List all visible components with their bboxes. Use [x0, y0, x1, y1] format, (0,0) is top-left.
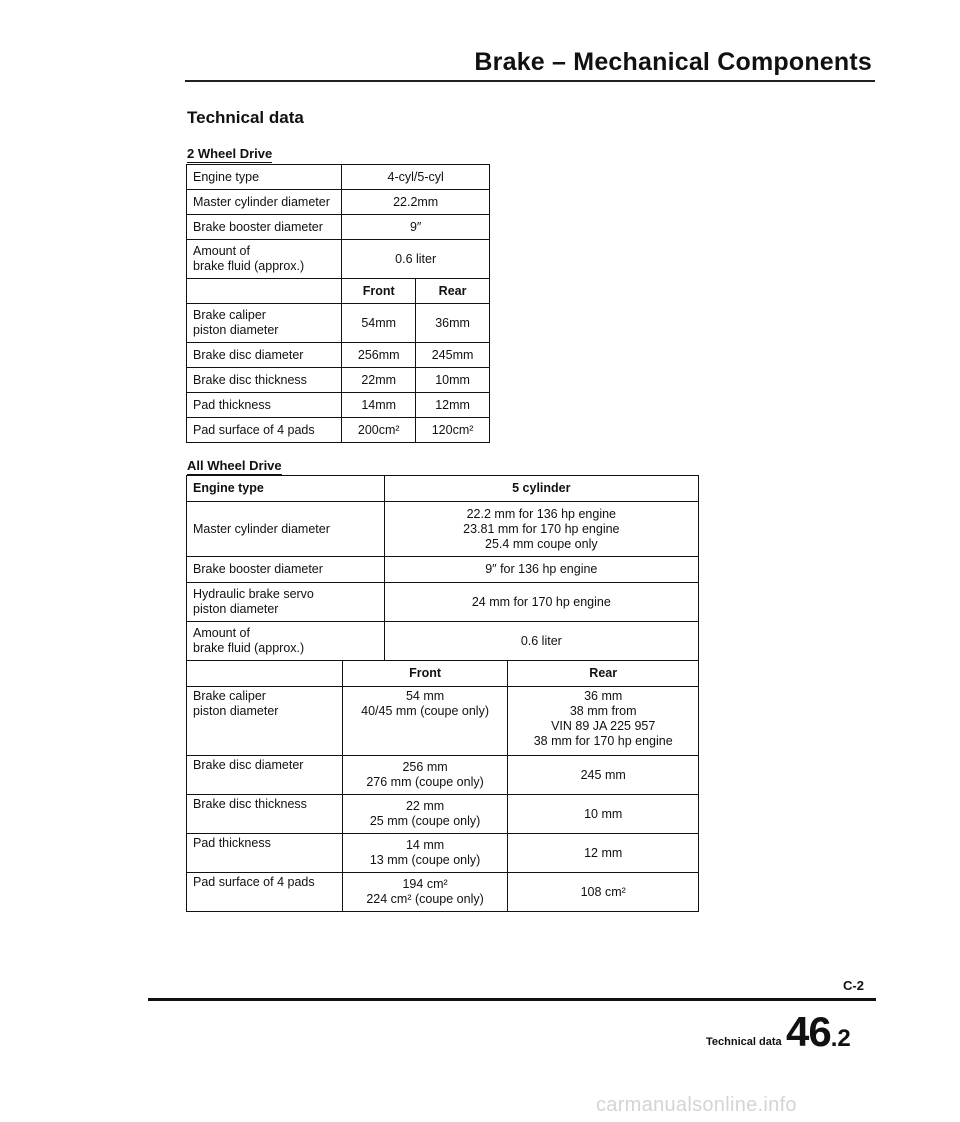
row-label: Hydraulic brake servo piston diameter — [187, 583, 385, 622]
row-label: Pad surface of 4 pads — [187, 418, 342, 443]
rear-value: 36mm — [416, 304, 490, 343]
row-value: 9″ for 136 hp engine — [384, 557, 698, 583]
column-header-rear: Rear — [508, 661, 699, 687]
row-label: Engine type — [187, 476, 385, 502]
two-wd-title: 2 Wheel Drive — [187, 146, 273, 161]
front-value: 22mm — [342, 368, 416, 393]
table-row — [187, 215, 490, 240]
page-code: C-2 — [843, 978, 864, 993]
table-row — [187, 834, 699, 873]
column-header-front: Front — [342, 661, 508, 687]
row-label: Engine type — [187, 165, 342, 190]
row-label: Brake disc thickness — [187, 795, 343, 834]
row-label: Brake booster diameter — [187, 557, 385, 583]
front-value: 14 mm 13 mm (coupe only) — [342, 834, 508, 873]
front-value: 54mm — [342, 304, 416, 343]
row-label: Brake disc diameter — [187, 343, 342, 368]
row-label: Pad surface of 4 pads — [187, 873, 343, 912]
front-value: 54 mm 40/45 mm (coupe only) — [342, 687, 508, 756]
row-label: Amount of brake fluid (approx.) — [187, 240, 342, 279]
table-row — [187, 476, 699, 502]
row-value: 0.6 liter — [342, 240, 490, 279]
row-label: Brake disc diameter — [187, 756, 343, 795]
rear-value: 10mm — [416, 368, 490, 393]
table-row — [187, 795, 699, 834]
table-row — [187, 502, 699, 557]
row-label: Pad thickness — [187, 393, 342, 418]
table-row — [187, 343, 490, 368]
table-row — [187, 368, 490, 393]
footer-rule — [148, 998, 876, 1001]
table-row — [187, 190, 490, 215]
front-value: 14mm — [342, 393, 416, 418]
front-value: 22 mm 25 mm (coupe only) — [342, 795, 508, 834]
row-value: 9″ — [342, 215, 490, 240]
header-rule — [185, 80, 875, 82]
column-header-front: Front — [342, 279, 416, 304]
front-value: 256 mm 276 mm (coupe only) — [342, 756, 508, 795]
awd-title: All Wheel Drive — [187, 458, 282, 473]
table-row — [187, 418, 490, 443]
table-row — [187, 557, 699, 583]
footer-page-number-sub: .2 — [830, 1025, 851, 1052]
column-header-rear: Rear — [416, 279, 490, 304]
table-row — [187, 304, 490, 343]
row-label: Brake caliper piston diameter — [187, 687, 343, 756]
table-row — [187, 873, 699, 912]
header-blank-cell — [187, 661, 343, 687]
row-value: 4-cyl/5-cyl — [342, 165, 490, 190]
page-header-title: Brake – Mechanical Components — [474, 48, 872, 76]
table-row — [187, 279, 490, 304]
row-label: Brake disc thickness — [187, 368, 342, 393]
rear-value: 120cm² — [416, 418, 490, 443]
row-value: 5 cylinder — [384, 476, 698, 502]
row-value: 24 mm for 170 hp engine — [384, 583, 698, 622]
table-row — [187, 661, 699, 687]
row-label: Master cylinder diameter — [187, 502, 385, 557]
front-value: 194 cm² 224 cm² (coupe only) — [342, 873, 508, 912]
row-label: Brake booster diameter — [187, 215, 342, 240]
table-row — [187, 583, 699, 622]
table-row — [187, 622, 699, 661]
front-value: 200cm² — [342, 418, 416, 443]
footer-page-number-main: 46 — [786, 1008, 831, 1055]
table-row — [187, 393, 490, 418]
watermark: carmanualsonline.info — [596, 1094, 797, 1116]
row-value: 22.2 mm for 136 hp engine 23.81 mm for 170 hp engine 25.4 mm coupe only — [384, 502, 698, 557]
row-value: 22.2mm — [342, 190, 490, 215]
table-row — [187, 165, 490, 190]
header-blank-cell — [187, 279, 342, 304]
awd-spec-table — [186, 475, 699, 912]
row-value: 0.6 liter — [384, 622, 698, 661]
rear-value: 245mm — [416, 343, 490, 368]
footer-section-label: Technical data — [706, 1036, 782, 1048]
row-label: Master cylinder diameter — [187, 190, 342, 215]
table-row — [187, 756, 699, 795]
row-label: Amount of brake fluid (approx.) — [187, 622, 385, 661]
section-title: Technical data — [187, 108, 304, 127]
rear-value: 245 mm — [508, 756, 699, 795]
row-label: Pad thickness — [187, 834, 343, 873]
rear-value: 10 mm — [508, 795, 699, 834]
front-value: 256mm — [342, 343, 416, 368]
table-row — [187, 240, 490, 279]
rear-value: 108 cm² — [508, 873, 699, 912]
row-label: Brake caliper piston diameter — [187, 304, 342, 343]
rear-value: 12 mm — [508, 834, 699, 873]
two-wd-spec-table — [186, 164, 490, 443]
rear-value: 12mm — [416, 393, 490, 418]
table-row — [187, 687, 699, 756]
rear-value: 36 mm 38 mm from VIN 89 JA 225 957 38 mm for 170 hp engine — [508, 687, 699, 756]
footer-page-number — [786, 1008, 851, 1056]
